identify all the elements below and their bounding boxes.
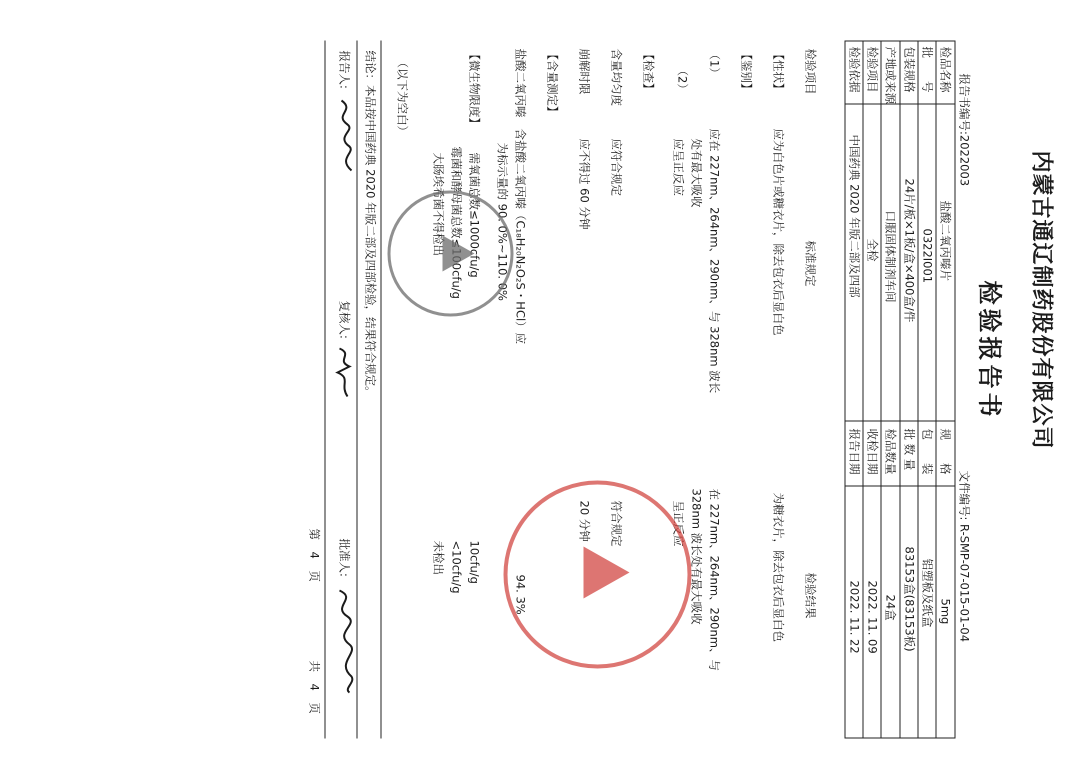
item-assay: 【含量测定】 bbox=[545, 48, 559, 117]
result-appearance: 为糖衣片，除去包衣后显白色 bbox=[771, 492, 785, 642]
approver-signature bbox=[327, 586, 361, 696]
company-name: 内蒙古通辽制药股份有限公司 bbox=[1028, 150, 1053, 450]
item-disintegration: 崩解时限 bbox=[577, 48, 591, 94]
column-header-result: 检验结果 bbox=[803, 572, 817, 618]
item-microbial-limit: 【微生物限度】 bbox=[467, 48, 481, 129]
divider-line bbox=[380, 40, 381, 738]
label-spec: 规 格 bbox=[938, 428, 952, 474]
standard-identification-2: 应呈正反应 bbox=[671, 138, 685, 196]
grid-line bbox=[880, 40, 881, 738]
inspection-report-seal bbox=[503, 480, 691, 668]
grid-line bbox=[845, 103, 955, 104]
grid-line bbox=[845, 40, 955, 41]
value-test-basis: 中国药典 2020 年版二部及四部 bbox=[847, 134, 861, 298]
standard-assay-line1: 含盐酸二氧丙嗪（C₁₈H₂₀N₂O₂S・HCl）应 bbox=[513, 128, 527, 344]
item-identification-2: （2） bbox=[675, 64, 689, 95]
standard-microbial-line2: 霉菌和酵母菌总数≤100cfu/g bbox=[449, 146, 463, 299]
grid-line bbox=[845, 420, 955, 421]
standard-content-uniformity: 应符合规定 bbox=[609, 138, 623, 196]
standard-identification-1-line1: 应在 227nm、264nm、290nm、与 328nm 波长 bbox=[707, 128, 721, 393]
value-batch-quantity: 83153盒(83153板) bbox=[902, 546, 916, 652]
grid-line bbox=[899, 40, 900, 738]
value-received-date: 2022. 11. 09 bbox=[865, 580, 879, 654]
grid-line bbox=[845, 485, 955, 486]
page-total: 共 4 页 bbox=[307, 660, 321, 714]
result-assay: 94. 3% bbox=[513, 574, 527, 615]
label-sample-quantity: 检品数量 bbox=[883, 428, 897, 474]
value-batch: 0322I001 bbox=[920, 228, 934, 283]
label-test-items: 检验项目 bbox=[865, 46, 879, 92]
standard-appearance: 应为白色片或糖衣片，除去包衣后显白色 bbox=[771, 128, 785, 335]
seal-star-icon bbox=[442, 235, 474, 271]
label-batch: 批 号 bbox=[920, 46, 934, 92]
item-identification-1: （1） bbox=[707, 48, 721, 79]
reporter-label: 报告人: bbox=[337, 50, 351, 89]
item-identification: 【鉴别】 bbox=[739, 48, 753, 94]
result-microbial-line1: 10cfu/g bbox=[467, 540, 481, 584]
item-content-uniformity: 含量均匀度 bbox=[609, 48, 623, 106]
standard-microbial-line3: 大肠埃希菌不得检出 bbox=[431, 152, 445, 256]
label-package-spec: 包装规格 bbox=[902, 46, 916, 92]
label-batch-quantity: 批 数 量 bbox=[902, 428, 916, 470]
value-spec: 5mg bbox=[938, 598, 952, 624]
standard-identification-1-line2: 处有最大吸收 bbox=[689, 138, 703, 207]
result-content-uniformity: 符合规定 bbox=[609, 500, 623, 546]
label-received-date: 收检日期 bbox=[865, 428, 879, 474]
standard-assay-line2: 为标示量的 90. 0%~110. 0% bbox=[495, 142, 509, 301]
label-report-date: 报告日期 bbox=[847, 428, 861, 474]
value-package: 铝塑板及纸盒 bbox=[920, 558, 934, 627]
item-appearance: 【性状】 bbox=[771, 48, 785, 94]
column-header-item: 检验项目 bbox=[803, 48, 817, 94]
qc-department-seal bbox=[387, 190, 513, 316]
value-product-name: 盐酸二氧丙嗪片 bbox=[938, 200, 952, 281]
value-report-date: 2022. 11. 22 bbox=[847, 580, 861, 654]
result-identification-2: 呈正反应 bbox=[671, 500, 685, 546]
reviewer-signature bbox=[329, 344, 359, 404]
grid-line bbox=[954, 40, 955, 738]
report-number: 报告书编号:2022003 bbox=[957, 73, 971, 186]
result-identification-1-line1: 在 227nm、264nm、290nm、与 bbox=[707, 488, 721, 671]
grid-line bbox=[917, 40, 918, 738]
result-microbial-line3: 未检出 bbox=[431, 540, 445, 575]
grid-line bbox=[845, 737, 955, 738]
result-disintegration: 20 分钟 bbox=[577, 500, 591, 542]
value-sample-quantity: 24盒 bbox=[883, 594, 897, 621]
file-number: 文件编号: R-SMP-07-015-01-04 bbox=[957, 470, 971, 642]
label-origin: 产地或来源 bbox=[883, 46, 897, 104]
bottom-line bbox=[324, 40, 325, 738]
item-inspection: 【检查】 bbox=[641, 48, 655, 94]
reporter-signature bbox=[329, 96, 359, 176]
column-header-standard: 标准规定 bbox=[803, 240, 817, 286]
result-microbial-line2: <10cfu/g bbox=[449, 540, 463, 594]
blank-below-note: （以下为空白） bbox=[395, 56, 409, 137]
conclusion-text: 结论：本品按中国药典 2020 年版二部及四部检验，结果符合规定。 bbox=[363, 50, 377, 398]
page-number: 第 4 页 bbox=[307, 528, 321, 582]
reviewer-label: 复核人: bbox=[337, 300, 351, 339]
grid-line bbox=[844, 40, 845, 738]
label-test-basis: 检验依据 bbox=[847, 46, 861, 92]
approver-label: 批准人: bbox=[337, 538, 351, 577]
label-product-name: 检品名称 bbox=[938, 46, 952, 92]
result-identification-1-line2: 328nm 波长处有最大吸收 bbox=[689, 488, 703, 625]
standard-disintegration: 应不得过 60 分钟 bbox=[577, 138, 591, 229]
grid-line bbox=[862, 40, 863, 738]
value-package-spec: 24片/板×1板/盒×400盒/件 bbox=[902, 178, 916, 322]
grid-line bbox=[935, 40, 936, 738]
seal-star-icon bbox=[583, 546, 629, 598]
value-origin: 口服固体制剂车间 bbox=[883, 210, 897, 302]
standard-microbial-line1: 需氧菌总数≤1000cfu/g bbox=[467, 152, 481, 278]
label-package: 包 装 bbox=[920, 428, 934, 474]
item-dioxopromethazine: 盐酸二氧丙嗪 bbox=[513, 48, 527, 117]
doc-title: 检验报告书 bbox=[975, 280, 1003, 420]
value-test-items: 全检 bbox=[865, 238, 879, 261]
